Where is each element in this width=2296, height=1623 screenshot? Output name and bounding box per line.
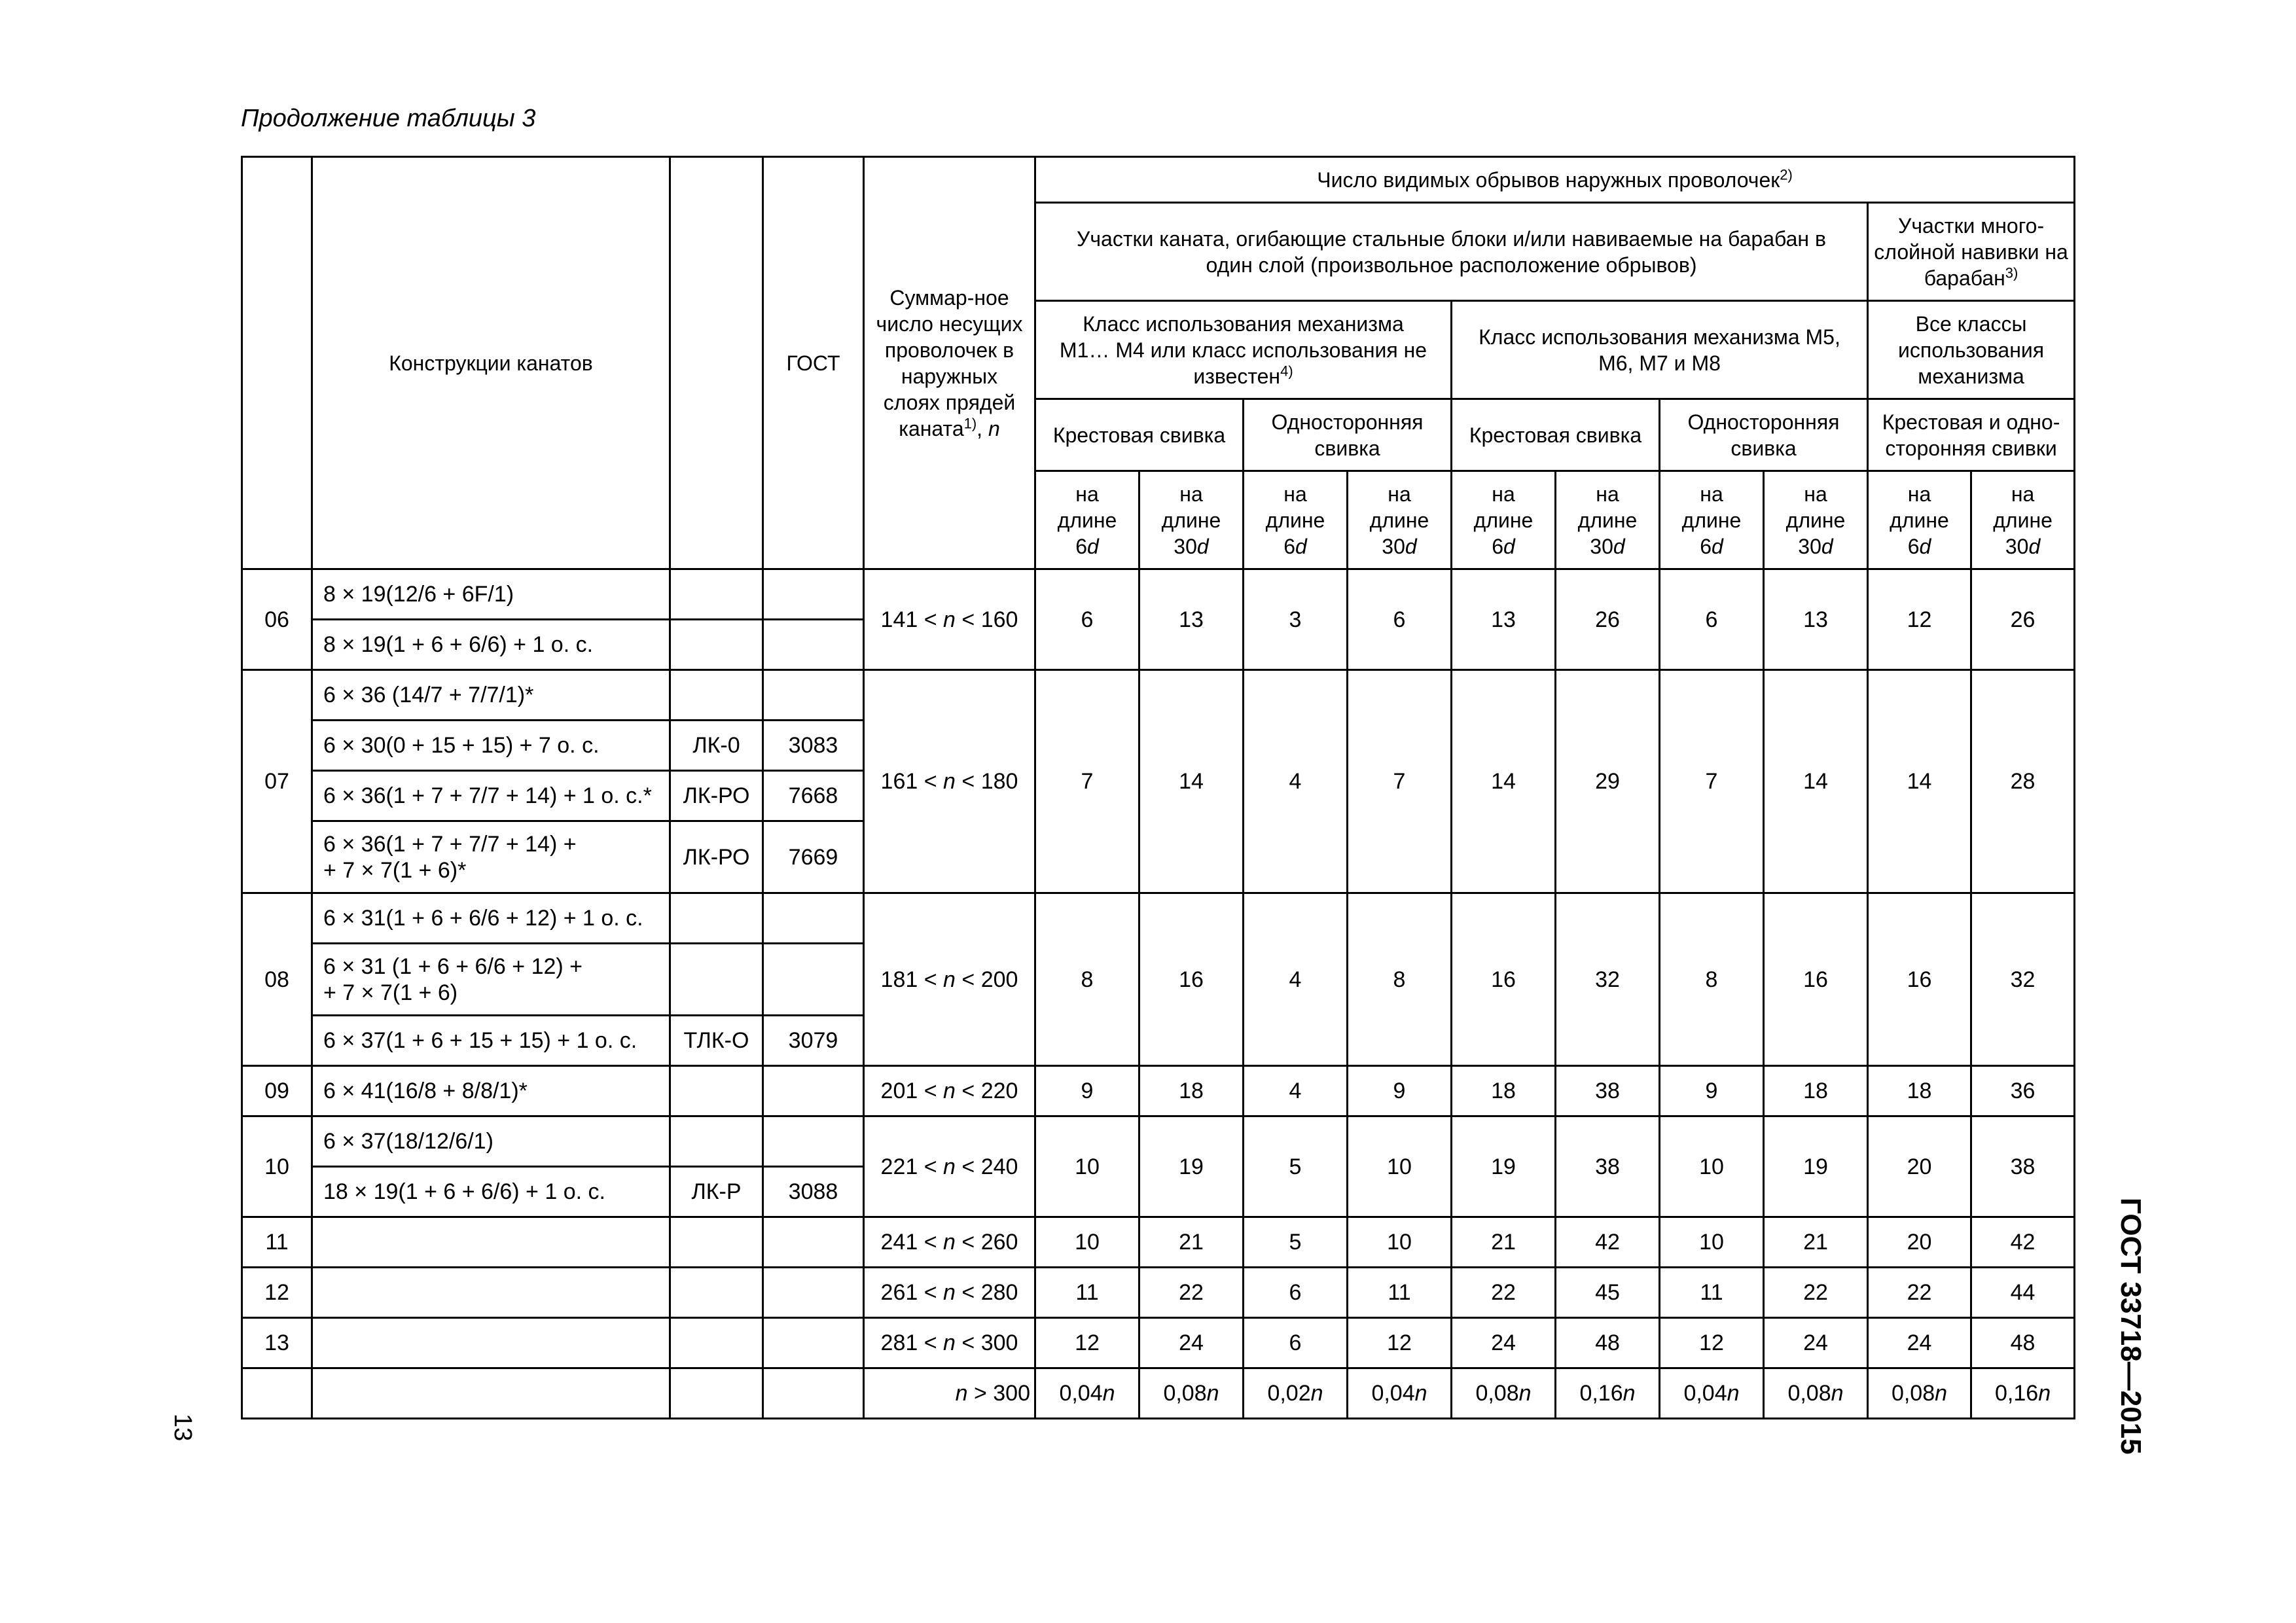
- rcn-cell: 07: [242, 670, 312, 893]
- construction-cell: 6 × 31(1 + 6 + 6/6 + 12) + 1 о. с.: [312, 893, 670, 944]
- breaks-value-cell: 22: [1139, 1268, 1244, 1318]
- breaks-value-cell: 12: [1035, 1318, 1139, 1368]
- breaks-value-cell: 0,08n: [1139, 1368, 1244, 1419]
- breaks-value-cell: 4: [1244, 893, 1348, 1066]
- wire-range-cell: n > 300: [864, 1368, 1035, 1419]
- breaks-value-cell: 0,04n: [1035, 1368, 1139, 1419]
- wire-range-cell: 281 < n < 300: [864, 1318, 1035, 1368]
- gost-cell: [763, 620, 864, 670]
- construction-cell: 6 × 37(18/12/6/1): [312, 1116, 670, 1167]
- header-cross-lay: Крестовая свивка: [1452, 399, 1660, 471]
- breaks-value-cell: 28: [1971, 670, 2075, 893]
- construction-cell: 6 × 30(0 + 15 + 15) + 7 о. с.: [312, 721, 670, 771]
- header-rcn: [242, 157, 312, 569]
- breaks-value-cell: 14: [1764, 670, 1868, 893]
- header-lay-type: [670, 157, 763, 569]
- breaks-value-cell: 7: [1348, 670, 1452, 893]
- breaks-value-cell: 38: [1556, 1066, 1660, 1116]
- breaks-value-cell: 45: [1556, 1268, 1660, 1318]
- breaks-value-cell: 18: [1764, 1066, 1868, 1116]
- construction-cell: 6 × 36(1 + 7 + 7/7 + 14) + 1 о. с.*: [312, 771, 670, 821]
- breaks-value-cell: 3: [1244, 569, 1348, 670]
- breaks-value-cell: 29: [1556, 670, 1660, 893]
- breaks-value-cell: 0,04n: [1660, 1368, 1764, 1419]
- breaks-value-cell: 20: [1868, 1217, 1971, 1268]
- breaks-value-cell: 6: [1660, 569, 1764, 670]
- breaks-value-cell: 12: [1660, 1318, 1764, 1368]
- lay-type-cell: ТЛК-О: [670, 1016, 763, 1066]
- header-length-30d: на длине 30d: [1971, 471, 2075, 569]
- breaks-value-cell: 8: [1348, 893, 1452, 1066]
- breaks-value-cell: 32: [1971, 893, 2075, 1066]
- lay-type-cell: ЛК-РО: [670, 821, 763, 893]
- header-length-6d: на длине 6d: [1660, 471, 1764, 569]
- breaks-value-cell: 0,08n: [1452, 1368, 1556, 1419]
- breaks-value-cell: 10: [1660, 1116, 1764, 1217]
- breaks-value-cell: 48: [1556, 1318, 1660, 1368]
- breaks-value-cell: 14: [1452, 670, 1556, 893]
- lay-type-cell: [670, 944, 763, 1016]
- breaks-value-cell: 20: [1868, 1116, 1971, 1217]
- header-class-m5-m8: Класс использования механизма М5, М6, М7 и М8: [1452, 301, 1868, 399]
- gost-cell: 3079: [763, 1016, 864, 1066]
- breaks-value-cell: 0,16n: [1556, 1368, 1660, 1419]
- breaks-value-cell: 4: [1244, 670, 1348, 893]
- rope-breaks-table: [241, 156, 2075, 1419]
- gost-cell: 7668: [763, 771, 864, 821]
- construction-cell: [312, 1318, 670, 1368]
- breaks-value-cell: 8: [1660, 893, 1764, 1066]
- breaks-value-cell: 44: [1971, 1268, 2075, 1318]
- header-construction: Конструкции канатов: [312, 157, 670, 569]
- breaks-value-cell: 24: [1452, 1318, 1556, 1368]
- table-row: [242, 569, 2075, 620]
- construction-cell: 6 × 36(1 + 7 + 7/7 + 14) + + 7 × 7(1 + 6)*: [312, 821, 670, 893]
- table-row: [242, 1368, 2075, 1419]
- breaks-value-cell: 10: [1660, 1217, 1764, 1268]
- breaks-value-cell: 26: [1971, 569, 2075, 670]
- breaks-value-cell: 18: [1868, 1066, 1971, 1116]
- breaks-value-cell: 14: [1868, 670, 1971, 893]
- gost-cell: [763, 1268, 864, 1318]
- breaks-value-cell: 48: [1971, 1318, 2075, 1368]
- wire-range-cell: 201 < n < 220: [864, 1066, 1035, 1116]
- rcn-cell: 06: [242, 569, 312, 670]
- lay-type-cell: [670, 1268, 763, 1318]
- header-class-all: Все классы использования механизма: [1868, 301, 2075, 399]
- gost-cell: [763, 893, 864, 944]
- construction-cell: 6 × 31 (1 + 6 + 6/6 + 12) + + 7 × 7(1 + 6): [312, 944, 670, 1016]
- header-wire-sum: Суммар-ное число несущих проволочек в наружных слоях прядей каната$^{1)}$, n: [864, 157, 1035, 569]
- construction-cell: 18 × 19(1 + 6 + 6/6) + 1 о. с.: [312, 1167, 670, 1217]
- table-row: [242, 1268, 2075, 1318]
- lay-type-cell: ЛК-0: [670, 721, 763, 771]
- breaks-value-cell: 14: [1139, 670, 1244, 893]
- breaks-value-cell: 42: [1971, 1217, 2075, 1268]
- breaks-value-cell: 6: [1244, 1318, 1348, 1368]
- construction-cell: [312, 1368, 670, 1419]
- gost-cell: [763, 1116, 864, 1167]
- breaks-value-cell: 16: [1139, 893, 1244, 1066]
- breaks-value-cell: 11: [1660, 1268, 1764, 1318]
- rcn-cell: 12: [242, 1268, 312, 1318]
- breaks-value-cell: 19: [1139, 1116, 1244, 1217]
- header-length-30d: на длине 30d: [1139, 471, 1244, 569]
- breaks-value-cell: 0,16n: [1971, 1368, 2075, 1419]
- breaks-value-cell: 0,08n: [1764, 1368, 1868, 1419]
- gost-cell: 7669: [763, 821, 864, 893]
- breaks-value-cell: 24: [1764, 1318, 1868, 1368]
- breaks-value-cell: 16: [1868, 893, 1971, 1066]
- breaks-value-cell: 0,08n: [1868, 1368, 1971, 1419]
- header-length-6d: на длине 6d: [1035, 471, 1139, 569]
- breaks-value-cell: 19: [1452, 1116, 1556, 1217]
- gost-cell: [763, 1217, 864, 1268]
- breaks-value-cell: 0,04n: [1348, 1368, 1452, 1419]
- breaks-value-cell: 8: [1035, 893, 1139, 1066]
- breaks-value-cell: 10: [1348, 1217, 1452, 1268]
- wire-range-cell: 161 < n < 180: [864, 670, 1035, 893]
- breaks-value-cell: 24: [1139, 1318, 1244, 1368]
- gost-cell: [763, 1318, 864, 1368]
- breaks-value-cell: 10: [1035, 1116, 1139, 1217]
- breaks-value-cell: 19: [1764, 1116, 1868, 1217]
- gost-cell: [763, 944, 864, 1016]
- breaks-value-cell: 32: [1556, 893, 1660, 1066]
- wire-range-cell: 141 < n < 160: [864, 569, 1035, 670]
- breaks-value-cell: 10: [1035, 1217, 1139, 1268]
- lay-type-cell: [670, 569, 763, 620]
- breaks-value-cell: 9: [1348, 1066, 1452, 1116]
- header-one-sided: Односторонняя свивка: [1660, 399, 1868, 471]
- breaks-value-cell: 22: [1868, 1268, 1971, 1318]
- table-row: [242, 1217, 2075, 1268]
- header-length-30d: на длине 30d: [1348, 471, 1452, 569]
- lay-type-cell: [670, 1368, 763, 1419]
- breaks-value-cell: 18: [1452, 1066, 1556, 1116]
- lay-type-cell: [670, 620, 763, 670]
- wire-range-cell: 261 < n < 280: [864, 1268, 1035, 1318]
- breaks-value-cell: 7: [1035, 670, 1139, 893]
- breaks-value-cell: 18: [1139, 1066, 1244, 1116]
- breaks-value-cell: 9: [1660, 1066, 1764, 1116]
- lay-type-cell: [670, 1217, 763, 1268]
- table-caption: Продолжение таблицы 3: [241, 105, 536, 132]
- breaks-value-cell: 22: [1452, 1268, 1556, 1318]
- header-one-sided: Односторонняя свивка: [1244, 399, 1452, 471]
- wire-range-cell: 221 < n < 240: [864, 1116, 1035, 1217]
- breaks-value-cell: 7: [1660, 670, 1764, 893]
- breaks-value-cell: 5: [1244, 1217, 1348, 1268]
- header-cross-lay: Крестовая свивка: [1035, 399, 1244, 471]
- header-length-6d: на длине 6d: [1244, 471, 1348, 569]
- construction-cell: 6 × 41(16/8 + 8/8/1)*: [312, 1066, 670, 1116]
- header-single-layer: Участки каната, огибающие стальные блоки и/или навиваемые на барабан в один слой (произвольное расположение обрывов): [1035, 203, 1868, 301]
- construction-cell: 8 × 19(1 + 6 + 6/6) + 1 о. с.: [312, 620, 670, 670]
- breaks-value-cell: 21: [1139, 1217, 1244, 1268]
- breaks-value-cell: 16: [1452, 893, 1556, 1066]
- breaks-value-cell: 12: [1348, 1318, 1452, 1368]
- rcn-cell: 09: [242, 1066, 312, 1116]
- breaks-value-cell: 11: [1348, 1268, 1452, 1318]
- breaks-value-cell: 16: [1764, 893, 1868, 1066]
- breaks-value-cell: 22: [1764, 1268, 1868, 1318]
- lay-type-cell: [670, 1116, 763, 1167]
- construction-cell: 6 × 37(1 + 6 + 15 + 15) + 1 о. с.: [312, 1016, 670, 1066]
- gost-cell: 3083: [763, 721, 864, 771]
- breaks-value-cell: 38: [1556, 1116, 1660, 1217]
- lay-type-cell: [670, 1066, 763, 1116]
- header-length-6d: на длине 6d: [1452, 471, 1556, 569]
- header-length-30d: на длине 30d: [1764, 471, 1868, 569]
- table-row: [242, 1066, 2075, 1116]
- breaks-value-cell: 6: [1035, 569, 1139, 670]
- breaks-value-cell: 13: [1764, 569, 1868, 670]
- header-class-m1-m4: Класс использования механизма М1… М4 или класс использования не известен$^{4)}$: [1035, 301, 1452, 399]
- header-breaks-title: Число видимых обрывов наружных проволочек$^{2)}$: [1035, 157, 2075, 203]
- header-cross-and-one: Крестовая и одно-сторонняя свивки: [1868, 399, 2075, 471]
- table-row: [242, 1116, 2075, 1167]
- wire-range-cell: 241 < n < 260: [864, 1217, 1035, 1268]
- header-length-6d: на длине 6d: [1868, 471, 1971, 569]
- gost-cell: [763, 670, 864, 721]
- table-row: [242, 670, 2075, 721]
- lay-type-cell: [670, 1318, 763, 1368]
- rcn-cell: 11: [242, 1217, 312, 1268]
- table-row: [242, 893, 2075, 944]
- gost-cell: 3088: [763, 1167, 864, 1217]
- rcn-cell: 08: [242, 893, 312, 1066]
- breaks-value-cell: 13: [1452, 569, 1556, 670]
- breaks-value-cell: 0,02n: [1244, 1368, 1348, 1419]
- page-number: 13: [169, 1414, 196, 1442]
- header-length-30d: на длине 30d: [1556, 471, 1660, 569]
- construction-cell: [312, 1268, 670, 1318]
- lay-type-cell: [670, 893, 763, 944]
- breaks-value-cell: 5: [1244, 1116, 1348, 1217]
- header-multi-layer: Участки много-слойной навивки на барабан$^{3)}$: [1868, 203, 2075, 301]
- lay-type-cell: ЛК-Р: [670, 1167, 763, 1217]
- rcn-cell: [242, 1368, 312, 1419]
- breaks-value-cell: 21: [1452, 1217, 1556, 1268]
- breaks-value-cell: 6: [1348, 569, 1452, 670]
- gost-cell: [763, 1066, 864, 1116]
- breaks-value-cell: 10: [1348, 1116, 1452, 1217]
- rcn-cell: 10: [242, 1116, 312, 1217]
- gost-cell: [763, 569, 864, 620]
- breaks-value-cell: 42: [1556, 1217, 1660, 1268]
- breaks-value-cell: 12: [1868, 569, 1971, 670]
- wire-range-cell: 181 < n < 200: [864, 893, 1035, 1066]
- lay-type-cell: [670, 670, 763, 721]
- breaks-value-cell: 6: [1244, 1268, 1348, 1318]
- breaks-value-cell: 21: [1764, 1217, 1868, 1268]
- breaks-value-cell: 11: [1035, 1268, 1139, 1318]
- breaks-value-cell: 9: [1035, 1066, 1139, 1116]
- header-gost: ГОСТ: [763, 157, 864, 569]
- breaks-value-cell: 4: [1244, 1066, 1348, 1116]
- breaks-value-cell: 26: [1556, 569, 1660, 670]
- breaks-value-cell: 38: [1971, 1116, 2075, 1217]
- construction-cell: [312, 1217, 670, 1268]
- gost-cell: [763, 1368, 864, 1419]
- breaks-value-cell: 24: [1868, 1318, 1971, 1368]
- table-row: [242, 1318, 2075, 1368]
- rcn-cell: 13: [242, 1318, 312, 1368]
- breaks-value-cell: 36: [1971, 1066, 2075, 1116]
- breaks-value-cell: 13: [1139, 569, 1244, 670]
- construction-cell: 6 × 36 (14/7 + 7/7/1)*: [312, 670, 670, 721]
- lay-type-cell: ЛК-РО: [670, 771, 763, 821]
- construction-cell: 8 × 19(12/6 + 6F/1): [312, 569, 670, 620]
